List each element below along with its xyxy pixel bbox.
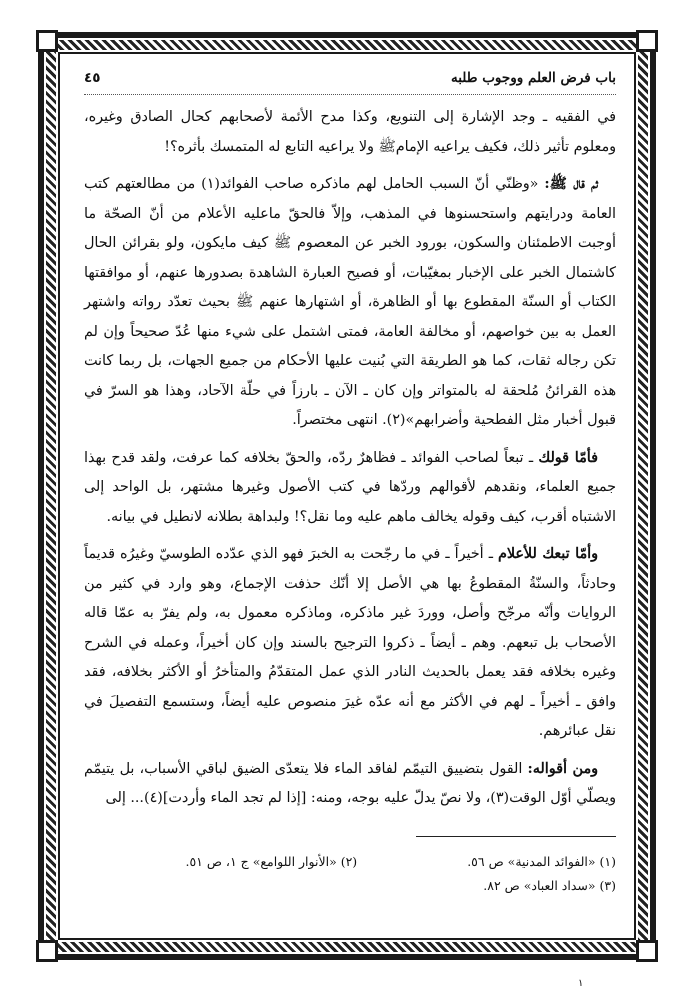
page-number: ٤٥: [84, 70, 101, 86]
body-text: [84, 103, 616, 814]
footnote-divider: [416, 836, 616, 837]
paragraph-lead: ومن أقواله:: [527, 760, 599, 777]
footnotes: [84, 850, 616, 898]
running-header: [84, 70, 616, 95]
footnote-row: [84, 850, 616, 874]
paragraph-text: ـ تبعاً لصاحب الفوائد ـ فظاهرٌ ردّه، والحقّ بخلافه كما عرفت، ولقد قدح بهذا جميع العلماء، ونقدهم لأقوالهم وردّها في كتب الأصول وغيرها مشتهر، بل الواحد إلى الاشتباه أقرب، كيف وقوله يخالف ماهم عليه وما نقل؟! ولبداهة بطلانه لانطيل في بيانه.: [84, 449, 616, 525]
page-content: [84, 70, 616, 930]
paragraph: [84, 540, 616, 747]
paragraph-text: ـ أخيراً ـ في ما رجّحت به الخبرَ فهو الذي عدّده الطوسيّ وغيرُه قديماً وحادثاً، والسنّةُ المقطوعُ بها هي الأصل إلا أنّك حذفت الإجماع، وهو وارد في كثير من الروايات وأنّه مرجّح وأصل، ووردَ غير ماذكره، وماذكره معمول به، ولم يفرّ به عمّا قاله الأصحاب بل تبعهم. وهم ـ أيضاً ـ ذكروا الترجيح بالسند وإن كان أخيراً، وعمله في الشرح وغيره بخلافه فقد يعمل بالحديث النادر الذي عمل المتقدّمُ والمتأخرُ أو الأكثر بخلافه، فقد وافق ـ أخيراً ـ لهم في الأكثر مع أنه عدّه غيرَ منصوص عليه أيضاً، وستسمع التفصيلَ في نقل عبائرهم.: [84, 546, 616, 739]
footnote-row: [84, 874, 616, 898]
corner-ornament-top-right: [636, 30, 658, 52]
paragraph: [84, 755, 616, 814]
paragraph-lead: ثم قال ﷺ:: [544, 176, 599, 192]
corner-ornament-top-left: [36, 30, 58, 52]
paragraph-text: في الفقيه ـ وجد الإشارة إلى التنويع، وكذا مدح الأئمة لأصحابهم كحال الصادق وغيره، ومعلوم تأثير ذلك، فكيف يراعيه الإمامﷺ ولا يراعيه التابع له المتمسك بأثره؟!: [84, 109, 616, 155]
footnote-1: (١) «الفوائد المدنية» ص ٥٦.: [467, 854, 616, 869]
footnote-2: (٢) «الأنوار اللوامع» ج ١، ص ٥١.: [185, 854, 358, 869]
corner-ornament-bottom-left: [36, 940, 58, 962]
paragraph-lead: وأمّا تبعك للأعلام: [498, 546, 599, 562]
paragraph: [84, 170, 616, 436]
paragraph: [84, 103, 616, 162]
paragraph-text: القول بتضييق التيمّم لفاقد الماء فلا يتعدّى الضيق لباقي الأسباب، بل يتيمّم ويصلّي أوّل الوقت(٣)، ولا نصّ يدلّ عليه بوجه، ومنه: [إذا لم تجد الماء وأردت](٤)... إلى: [84, 760, 616, 806]
paragraph: [84, 444, 616, 533]
chapter-title: باب فرض العلم ووجوب طلبه: [450, 70, 616, 86]
footnote-3: (٣) «سداد العباد» ص ٨٢.: [483, 878, 616, 893]
folio-mark: ١: [578, 978, 584, 989]
paragraph-lead: فأمّا قولك: [538, 449, 598, 466]
corner-ornament-bottom-right: [636, 940, 658, 962]
paragraph-text: «وظنّي أنّ السبب الحامل لهم ماذكره صاحب الفوائد(١) من مطالعتهم كتب العامة ودرايتهم واستحسنوها في المذهب، وإلاّ فالحقّ ماعليه الأعلام من أنّ الصحّة ما أوجبت الاطمئنان والسكون، بورود الخبر عن المعصوم ﷺ كيف مايكون، ولو بقرائن الحال كاشتمال الخبر على الإخبار بمغيّبات، أو فصيح العبارة الشاهدة بصدورها عنهم، أو موافقتها الكتاب أو السنّة المقطوع بها أو الظاهرة، أو اشتهارها عنهم ﷺ بحيث تعدّد رواته واشتهر العمل به بين خواصهم، أو مخالفة العامة، فمتى اشتمل على شيء منها عُدّ صحيحاً وإن لم تكن رجاله ثقات، كما هو الطريقة التي بُنيت عليها الأحكام من جميع الجهات، بل ربما كانت هذه القرائنُ مُلحقة له بالمتواتر وإن كان ـ الآن ـ بارزاً في حلّة الآحاد، وهذا هو السرّ في قبول أخبار مثل الفطحية وأضرابهم»(٢). انتهى مختصراً.: [84, 176, 616, 428]
